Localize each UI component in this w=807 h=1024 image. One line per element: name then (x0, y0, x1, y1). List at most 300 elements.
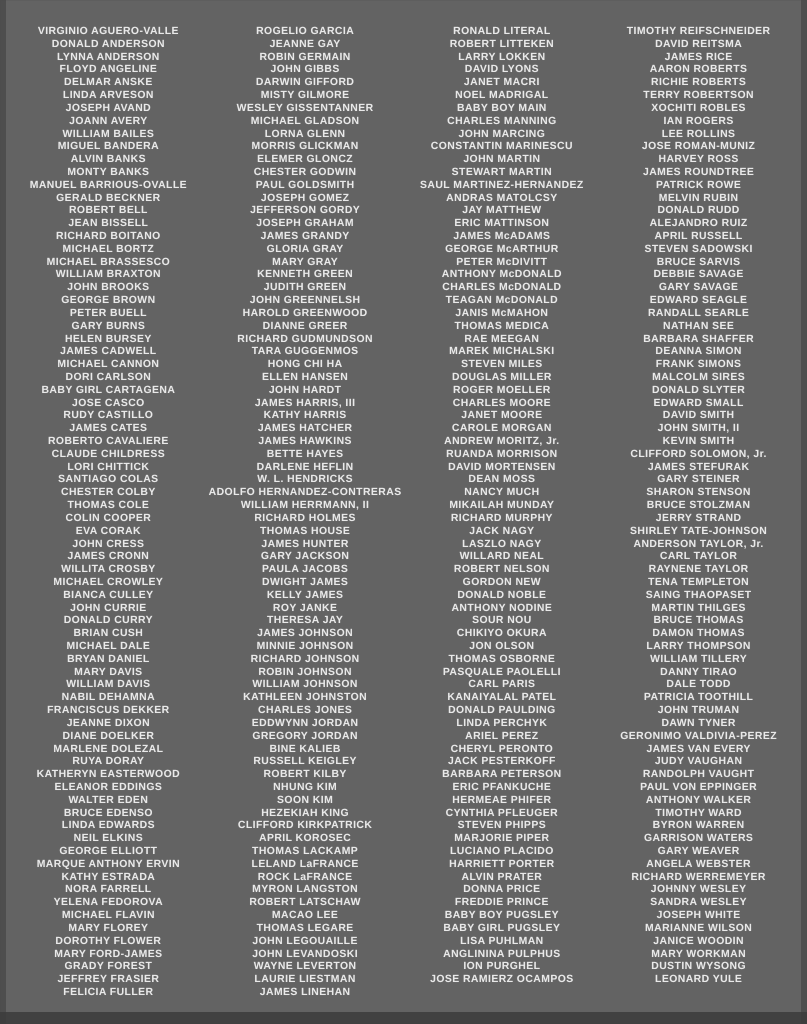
name-entry: JACK PESTERKOFF (447, 756, 556, 768)
name-entry: JON OLSON (469, 641, 535, 652)
name-entry: JAMES HATCHER (257, 423, 353, 435)
name-entry: FRANCISCUS DEKKER (47, 705, 170, 717)
name-entry: JERRY STRAND (655, 512, 742, 524)
name-entry: BABY BOY PUGSLEY (444, 910, 559, 922)
name-entry: RICHARD HOLMES (254, 512, 356, 524)
name-entry: RUYA DORAY (72, 756, 145, 768)
name-entry: BARBARA PETERSON (442, 769, 562, 781)
name-entry: GRADY FOREST (64, 961, 153, 973)
name-entry: CYNTHIA PFLEUGER (445, 807, 559, 819)
name-columns-container (0, 26, 807, 1014)
name-entry: EDDWYNN JORDAN (251, 717, 359, 729)
name-entry: JEAN BISSELL (68, 218, 149, 230)
name-entry: JEANNE DIXON (66, 717, 151, 729)
name-entry: MARTIN THILGES (651, 602, 746, 614)
name-entry: JEANNE GAY (269, 38, 341, 50)
name-entry: ANTHONY WALKER (645, 794, 752, 806)
name-entry: LINDA PERCHYK (456, 717, 548, 729)
name-entry: JAMES HARRIS, III (254, 397, 356, 409)
name-entry: DAVID REITSMA (655, 38, 743, 50)
name-entry: ALEJANDRO RUIZ (649, 218, 748, 230)
name-entry: ROY JANKE (272, 602, 338, 614)
name-entry: GARRISON WATERS (643, 833, 754, 845)
name-entry: MICHAEL CROWLEY (53, 576, 164, 588)
name-entry: RANDALL SEARLE (647, 307, 750, 319)
name-entry: W. L. HENDRICKS (257, 474, 353, 486)
name-entry: BRIAN CUSH (73, 628, 144, 640)
name-entry: JAMES ROUNDTREE (643, 166, 755, 178)
name-entry: CHARLES MANNING (447, 115, 557, 127)
name-entry: WILLARD NEAL (459, 551, 545, 563)
name-entry: JOSE RAMIERZ OCAMPOS (430, 974, 574, 986)
name-entry: JAMES RICE (664, 51, 733, 63)
name-entry: JUDY VAUGHAN (654, 756, 743, 768)
name-entry: JOANN AVERY (69, 115, 148, 127)
name-entry: AARON ROBERTS (649, 64, 748, 76)
name-entry: NORA FARRELL (65, 884, 152, 896)
name-entry: STEVEN PHIPPS (457, 820, 547, 832)
name-entry: KENNETH GREEN (257, 269, 354, 281)
name-entry: DONALD CURRY (63, 615, 154, 627)
name-entry: JOHN MARCING (458, 128, 546, 140)
name-entry: ANGELA WEBSTER (646, 858, 751, 870)
name-entry: NABIL DEHAMNA (61, 692, 156, 704)
name-entry: PAUL GOLDSMITH (255, 179, 355, 191)
name-entry: JOHN LEGOUAILLE (252, 935, 358, 947)
name-entry: MELVIN RUBIN (658, 192, 739, 204)
name-entry: GARY JACKSON (260, 551, 350, 563)
name-entry: THERESA JAY (266, 615, 344, 627)
name-entry: GORDON NEW (462, 576, 542, 588)
name-entry: JANIS McMAHON (455, 307, 549, 319)
name-entry: YELENA FEDOROVA (53, 897, 164, 909)
name-entry: COLIN COOPER (65, 512, 152, 524)
name-entry: FLOYD ANGELINE (59, 64, 158, 76)
name-entry: DWIGHT JAMES (262, 576, 349, 588)
name-entry: MARY WORKMAN (651, 948, 747, 960)
name-entry: GERONIMO VALDIVIA-PEREZ (620, 730, 778, 742)
name-entry: BRUCE SARVIS (656, 256, 741, 268)
name-entry: JEFFERSON GORDY (250, 205, 361, 217)
name-entry: DONALD SLYTER (652, 384, 746, 396)
name-entry: ROGELIO GARCIA (256, 26, 355, 37)
name-entry: DONALD NOBLE (457, 589, 547, 601)
name-entry: RICHIE ROBERTS (651, 77, 747, 89)
name-entry: JANET MOORE (461, 410, 543, 422)
name-entry: BARBARA SHAFFER (643, 333, 755, 345)
name-entry: MARLENE DOLEZAL (53, 743, 164, 755)
name-entry: JAMES McADAMS (453, 231, 551, 242)
name-entry: APRIL KOROSEC (258, 833, 352, 845)
name-entry: MARY DAVIS (74, 666, 143, 678)
name-entry: DOUGLAS MILLER (451, 371, 552, 383)
name-entry: MIGUEL BANDERA (57, 141, 160, 153)
name-entry: MACAO LEE (271, 910, 339, 922)
name-entry: CHARLES MOORE (452, 397, 551, 409)
name-entry: BABY GIRL CARTAGENA (41, 384, 176, 396)
name-entry: RUDY CASTILLO (63, 410, 154, 422)
name-entry: CARL TAYLOR (659, 551, 738, 563)
name-entry: WAYNE LEVERTON (253, 961, 357, 973)
name-entry: DEANNA SIMON (655, 346, 742, 358)
name-entry: PATRICIA TOOTHILL (643, 692, 754, 704)
name-entry: CAROLE MORGAN (451, 423, 552, 435)
name-entry: JOHN MARTIN (463, 154, 541, 166)
name-entry: GEORGE McARTHUR (445, 243, 559, 255)
name-entry: JAMES GRANDY (260, 231, 350, 242)
name-entry: ROBIN GERMAIN (259, 51, 351, 63)
name-entry: ROBERT BELL (68, 205, 148, 217)
name-entry: ROBERTO CAVALIERE (47, 436, 169, 447)
name-entry: JOHN CURRIE (70, 602, 147, 614)
name-entry: CHESTER COLBY (60, 487, 156, 499)
name-entry: EVA CORAK (75, 525, 141, 537)
name-entry: LASZLO NAGY (462, 538, 542, 550)
name-entry: PASQUALE PAOLELLI (442, 666, 561, 678)
name-entry: CONSTANTIN MARINESCU (430, 141, 573, 153)
name-entry: TARA GUGGENMOS (251, 346, 359, 358)
name-entry: IAN ROGERS (663, 115, 734, 127)
name-entry: DONNA PRICE (463, 884, 541, 896)
name-entry: TERRY ROBERTSON (643, 90, 754, 102)
name-entry: CHERYL PERONTO (450, 743, 554, 755)
name-entry: KATHERYN EASTERWOOD (36, 769, 181, 781)
name-entry: HAROLD GREENWOOD (242, 307, 368, 319)
name-entry: EDWARD SMALL (653, 397, 744, 409)
name-entry: BRUCE EDENSO (63, 807, 153, 819)
name-entry: TEAGAN McDONALD (445, 295, 559, 307)
name-entry: JOHN BROOKS (67, 282, 150, 294)
name-entry: DAVID LYONS (464, 64, 539, 76)
name-entry: ROBERT NELSON (453, 564, 550, 576)
name-entry: GARY SAVAGE (658, 282, 739, 294)
name-entry: BABY BOY MAIN (456, 102, 547, 114)
name-entry: DELMAR ANSKE (64, 77, 153, 89)
name-entry: JOSE CASCO (72, 397, 145, 409)
name-entry: HARRIETT PORTER (449, 858, 555, 870)
name-entry: GEORGE ELLIOTT (59, 846, 158, 857)
name-entry: DORI CARLSON (65, 371, 152, 383)
name-entry: ARIEL PEREZ (465, 730, 539, 742)
name-entry: DEAN MOSS (468, 474, 536, 486)
name-entry: NHUNG KIM (273, 781, 338, 793)
name-entry: CLIFFORD KIRKPATRICK (237, 820, 373, 832)
name-entry: PETER McDIVITT (456, 256, 548, 268)
name-entry: MIKAILAH MUNDAY (449, 500, 555, 512)
name-entry: JOHN HARDT (268, 384, 342, 396)
name-entry: BIANCA CULLEY (63, 589, 154, 601)
name-entry: SHARON STENSON (646, 487, 751, 499)
name-entry: CHIKIYO OKURA (456, 628, 547, 640)
name-entry: STEVEN SADOWSKI (644, 243, 753, 255)
name-entry: BRYAN DANIEL (67, 653, 150, 665)
name-entry: WALTER EDEN (68, 794, 149, 806)
name-entry: GERALD BECKNER (56, 192, 161, 204)
name-entry: RONALD LITERAL (453, 26, 551, 37)
name-entry: JOSEPH GOMEZ (260, 192, 350, 204)
name-entry: TENA TEMPLETON (648, 576, 750, 588)
name-entry: DARLENE HEFLIN (256, 461, 354, 473)
name-entry: SOUR NOU (472, 615, 532, 627)
name-column (207, 26, 404, 1000)
name-entry: LARRY LOKKEN (458, 51, 546, 63)
name-entry: MICHAEL DALE (66, 641, 151, 652)
name-entry: HONG CHI HA (267, 359, 343, 371)
name-entry: HERMEAE PHIFER (452, 794, 552, 806)
name-entry: JEFFREY FRASIER (57, 974, 160, 986)
name-entry: KATHLEEN JOHNSTON (243, 692, 368, 704)
name-entry: WILLIAM JOHNSON (252, 679, 358, 691)
name-entry: THOMAS COLE (67, 500, 150, 512)
name-entry: DAMON THOMAS (652, 628, 745, 640)
name-entry: RICHARD BOITANO (56, 231, 161, 242)
name-entry: JOSE ROMAN-MUNIZ (641, 141, 756, 153)
name-entry: JAMES VAN EVERY (646, 743, 751, 755)
name-entry: CLAUDE CHILDRESS (51, 448, 166, 460)
name-entry: SANDRA WESLEY (650, 897, 747, 909)
name-entry: MARJORIE PIPER (454, 833, 550, 845)
name-entry: JAMES CADWELL (60, 346, 157, 358)
name-entry: SOON KIM (277, 794, 334, 806)
name-column (404, 26, 601, 987)
name-entry: JOHN TRUMAN (657, 705, 740, 717)
name-entry: WILLIAM TILLERY (650, 653, 748, 665)
name-entry: JAMES STEFURAK (647, 461, 750, 473)
name-entry: MARIANNE WILSON (645, 922, 753, 934)
name-entry: DAVID MORTENSEN (448, 461, 556, 473)
name-entry: LISA PUHLMAN (460, 935, 544, 947)
name-entry: JOHN SMITH, II (657, 423, 740, 435)
name-entry: MISTY GILMORE (260, 90, 350, 102)
name-entry: DUSTIN WYSONG (651, 961, 746, 973)
name-entry: VIRGINIO AGUERO-VALLE (37, 26, 179, 37)
name-entry: MANUEL BARRIOUS-OVALLE (29, 179, 188, 191)
name-entry: MONTY BANKS (67, 166, 150, 178)
name-entry: JACK NAGY (469, 525, 535, 537)
name-entry: DIANNE GREER (262, 320, 348, 332)
name-entry: FREDDIE PRINCE (454, 897, 549, 909)
name-entry: ANTHONY NODINE (451, 602, 553, 614)
name-entry: THOMAS MEDICA (454, 320, 550, 332)
name-entry: HELEN BURSEY (64, 333, 152, 345)
name-entry: ALVIN BANKS (70, 154, 146, 166)
name-entry: BRUCE STOLZMAN (646, 500, 751, 512)
name-entry: LYNNA ANDERSON (57, 51, 160, 63)
name-entry: ANTHONY McDONALD (441, 269, 562, 281)
name-entry: NATHAN SEE (662, 320, 735, 332)
name-entry: MAREK MICHALSKI (449, 346, 555, 358)
name-entry: MICHAEL GLADSON (250, 115, 360, 127)
name-entry: LINDA EDWARDS (61, 820, 155, 832)
name-entry: ERIC PFANKUCHE (452, 781, 552, 793)
name-entry: ALVIN PRATER (461, 871, 543, 883)
name-entry: RICHARD MURPHY (450, 512, 553, 524)
name-entry: LEONARD YULE (655, 974, 743, 986)
name-entry: SAUL MARTINEZ-HERNANDEZ (420, 179, 584, 191)
name-entry: ION PURGHEL (463, 961, 541, 973)
name-entry: ROCK LaFRANCE (257, 871, 353, 883)
name-entry: ROBERT LATSCHAW (249, 897, 361, 909)
name-column (600, 26, 797, 987)
name-entry: DARWIN GIFFORD (255, 77, 355, 89)
name-entry: ANDRAS MATOLCSY (446, 192, 558, 204)
name-entry: XOCHITI ROBLES (651, 102, 746, 114)
name-entry: JANICE WOODIN (653, 935, 744, 947)
name-entry: GEORGE BROWN (61, 295, 156, 307)
name-entry: MICHAEL BORTZ (62, 243, 155, 255)
name-entry: THOMAS LEGARE (256, 922, 354, 934)
name-entry: CARL PARIS (468, 679, 536, 691)
name-entry: MICHAEL BRASSESCO (46, 256, 171, 268)
name-entry: ROBERT LITTEKEN (449, 38, 555, 50)
name-entry: LARRY THOMPSON (646, 641, 751, 652)
name-entry: NEIL ELKINS (73, 833, 144, 845)
name-entry: ELEANOR EDDINGS (54, 781, 163, 793)
name-entry: ROBERT KILBY (263, 769, 347, 781)
name-entry: WILLIAM BRAXTON (55, 269, 161, 281)
name-entry: ROBIN JOHNSON (258, 666, 352, 678)
name-entry: MICHAEL FLAVIN (61, 910, 155, 922)
name-entry: JAMES HUNTER (261, 538, 349, 550)
name-entry: JOSEPH WHITE (656, 910, 741, 922)
name-entry: NANCY MUCH (464, 487, 540, 499)
name-entry: GLORIA GRAY (266, 243, 344, 255)
name-entry: APRIL RUSSELL (654, 231, 743, 242)
name-entry: CHARLES McDONALD (442, 282, 562, 294)
name-entry: GARY WEAVER (657, 846, 740, 857)
name-entry: WILLIAM BAILES (62, 128, 155, 140)
name-entry: PAUL VON EPPINGER (640, 781, 758, 793)
name-entry: RUSSELL KEIGLEY (253, 756, 357, 768)
name-entry: WILLITA CROSBY (61, 564, 156, 576)
name-entry: MARQUE ANTHONY ERVIN (36, 858, 181, 870)
name-column (10, 26, 207, 1000)
name-entry: FELICIA FULLER (63, 986, 154, 998)
name-entry: BETTE HAYES (266, 448, 344, 460)
name-entry: JAMES HAWKINS (258, 436, 352, 447)
name-entry: LAURIE LIESTMAN (254, 974, 356, 986)
name-entry: DAVID SMITH (662, 410, 735, 422)
name-entry: RANDOLPH VAUGHT (642, 769, 755, 781)
name-entry: ELLEN HANSEN (262, 371, 349, 383)
name-entry: HEZEKIAH KING (261, 807, 350, 819)
name-entry: FRANK SIMONS (655, 359, 742, 371)
name-entry: LEE ROLLINS (661, 128, 736, 140)
name-entry: DONALD RUDD (657, 205, 740, 217)
name-entry: MORRIS GLICKMAN (251, 141, 359, 153)
name-entry: WILLIAM HERRMANN, II (240, 500, 370, 512)
name-entry: CHESTER GODWIN (253, 166, 357, 178)
name-entry: DIANE DOELKER (62, 730, 155, 742)
name-entry: JOSEPH GRAHAM (256, 218, 354, 230)
name-entry: DEBBIE SAVAGE (653, 269, 744, 281)
name-entry: PAULA JACOBS (262, 564, 349, 576)
name-entry: ELEMER GLONCZ (257, 154, 354, 166)
name-entry: JOHN CRESS (72, 538, 145, 550)
name-entry: WILLIAM DAVIS (66, 679, 151, 691)
name-entry: JOHNNY WESLEY (650, 884, 747, 896)
name-entry: LORNA GLENN (264, 128, 346, 140)
name-entry: WESLEY GISSENTANNER (236, 102, 374, 114)
name-entry: SAING THAOPASET (645, 589, 752, 601)
name-entry: JOHN GIBBS (270, 64, 340, 76)
name-entry: GREGORY JORDAN (252, 730, 358, 742)
name-entry: KATHY ESTRADA (61, 871, 156, 883)
name-entry: TIMOTHY REIFSCHNEIDER (626, 26, 771, 37)
name-entry: BINE KALIEB (269, 743, 341, 755)
name-entry: JANET MACRI (463, 77, 540, 89)
name-entry: RAE MEEGAN (464, 333, 540, 345)
name-entry: DAWN TYNER (661, 717, 736, 729)
name-entry: JOHN LEVANDOSKI (252, 948, 359, 960)
name-entry: DANNY TIRAO (660, 666, 738, 678)
name-entry: STEWART MARTIN (451, 166, 553, 178)
name-entry: ERIC MATTINSON (454, 218, 550, 230)
name-entry: SANTIAGO COLAS (58, 474, 159, 486)
name-entry: LELAND LaFRANCE (251, 858, 359, 870)
name-entry: TIMOTHY WARD (655, 807, 742, 819)
name-entry: ANDREW MORITZ, Jr. (444, 436, 560, 447)
name-entry: RICHARD GUDMUNDSON (237, 333, 373, 345)
name-entry: KEVIN SMITH (662, 436, 735, 447)
name-entry: STEVEN MILES (461, 359, 543, 371)
name-entry: MYRON LANGSTON (252, 884, 359, 896)
name-entry: EDWARD SEAGLE (649, 295, 748, 307)
name-entry: THOMAS HOUSE (259, 525, 351, 537)
name-entry: PATRICK ROWE (656, 179, 742, 191)
name-entry: DALE TODD (666, 679, 731, 691)
name-entry: BABY GIRL PUGSLEY (443, 922, 561, 934)
name-entry: NOEL MADRIGAL (455, 90, 549, 102)
name-entry: JAMES CRONN (67, 551, 150, 563)
name-entry: MARY FLOREY (68, 922, 149, 934)
name-entry: BYRON WARREN (652, 820, 745, 832)
name-entry: MARY GRAY (272, 256, 339, 268)
name-entry: JUDITH GREEN (263, 282, 347, 294)
name-entry: ANDERSON TAYLOR, Jr. (633, 538, 764, 550)
name-entry: RUANDA MORRISON (446, 448, 558, 460)
name-entry: ADOLFO HERNANDEZ-CONTRERAS (208, 487, 402, 499)
name-entry: DONALD ANDERSON (51, 38, 165, 50)
name-entry: RAYNENE TAYLOR (648, 564, 749, 576)
name-entry: GARY BURNS (71, 320, 146, 332)
name-entry: THOMAS OSBORNE (448, 653, 556, 665)
name-entry: JOHN GREENNELSH (249, 295, 361, 307)
name-entry: ROGER MOELLER (453, 384, 551, 396)
name-entry: JAMES JOHNSON (257, 628, 354, 640)
name-entry: PETER BUELL (69, 307, 147, 319)
name-entry: CLIFFORD SOLOMON, Jr. (630, 448, 767, 460)
name-entry: ANGLININA PULPHUS (443, 948, 561, 960)
name-entry: RICHARD JOHNSON (250, 653, 360, 665)
name-entry: BRUCE THOMAS (653, 615, 744, 627)
name-entry: JAMES LINEHAN (259, 986, 351, 998)
name-entry: LINDA ARVESON (62, 90, 154, 102)
name-entry: HARVEY ROSS (658, 154, 739, 166)
name-entry: SHIRLEY TATE-JOHNSON (630, 525, 768, 537)
name-entry: KELLY JAMES (266, 589, 344, 601)
name-entry: RICHARD WERREMEYER (631, 871, 766, 883)
name-entry: DOROTHY FLOWER (55, 935, 162, 947)
name-entry: LUCIANO PLACIDO (450, 846, 554, 857)
name-entry: GARY STEINER (657, 474, 741, 486)
name-entry: JAMES CATES (69, 423, 148, 435)
name-entry: JAY MATTHEW (462, 205, 542, 217)
name-entry: MARY FORD-JAMES (54, 948, 163, 960)
name-entry: JOSEPH AVAND (65, 102, 152, 114)
name-entry: KANAIYALAL PATEL (447, 692, 557, 704)
name-entry: THOMAS LACKAMP (252, 846, 359, 857)
